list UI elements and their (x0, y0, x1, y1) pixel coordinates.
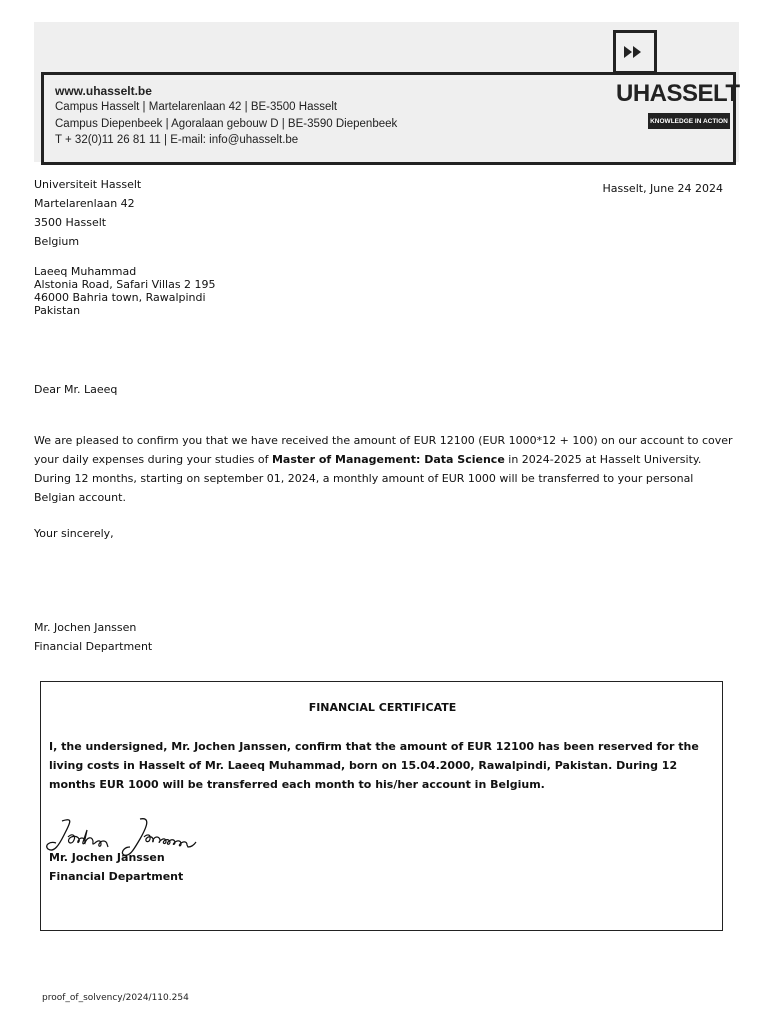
signer-department: Financial Department (34, 640, 153, 653)
recipient-name: Laeeq Muhammad (34, 265, 137, 278)
sender-country: Belgium (34, 235, 80, 248)
sender-name: Universiteit Hasselt (34, 178, 142, 191)
certificate-signer-name: Mr. Jochen Janssen (49, 851, 165, 864)
certificate-body: I, the undersigned, Mr. Jochen Janssen, confirm that the amount of EUR 12100 has been reserved for the living costs in Hasselt of Mr. Laeeq Muhammad, born on 15.04.2000, Rawalpindi, Pakistan. During 12 months EUR 1000 will be transferred each month to his/her account in Belgium. (49, 740, 699, 791)
certificate-signer-department: Financial Department (49, 870, 184, 883)
campus-hasselt-address: Campus Hasselt | Martelarenlaan 42 | BE-3500 Hasselt (55, 101, 338, 113)
fast-forward-icon (613, 30, 657, 74)
contact-info: T + 32(0)11 26 81 11 | E-mail: info@uhasselt.be (55, 134, 299, 146)
salutation: Dear Mr. Laeeq (34, 383, 118, 396)
document-reference: proof_of_solvency/2024/110.254 (42, 993, 189, 1003)
logo-tagline: KNOWLEDGE IN ACTION (648, 113, 730, 129)
recipient-country: Pakistan (34, 304, 81, 317)
sender-street: Martelarenlaan 42 (34, 197, 135, 210)
closing: Your sincerely, (34, 527, 114, 540)
body-text-part2: in 2024-2025 at Hasselt University. During 12 months, starting on september 01, 2024, a monthly amount of EUR 1000 will be transferred to your personal Belgian account. (34, 453, 702, 504)
university-logo: UHASSELT (616, 80, 740, 107)
recipient-city: 46000 Bahria town, Rawalpindi (34, 291, 206, 304)
letter-body (34, 431, 734, 507)
campus-diepenbeek-address: Campus Diepenbeek | Agoralaan gebouw D | BE-3590 Diepenbeek (55, 118, 398, 130)
website-link[interactable]: www.uhasselt.be (55, 84, 152, 98)
letter-date: Hasselt, June 24 2024 (602, 182, 723, 195)
signer-name: Mr. Jochen Janssen (34, 621, 137, 634)
certificate-box (40, 681, 723, 931)
program-name: Master of Management: Data Science (271, 453, 505, 466)
body-text-part1: We are pleased to confirm you that we have received the amount of EUR 12100 (EUR 1000*12 + 100) on our account to cover your daily expenses during your studies of (34, 434, 733, 466)
certificate-title: FINANCIAL CERTIFICATE (308, 701, 457, 714)
recipient-street: Alstonia Road, Safari Villas 2 195 (34, 278, 216, 291)
sender-city: 3500 Hasselt (34, 216, 107, 229)
